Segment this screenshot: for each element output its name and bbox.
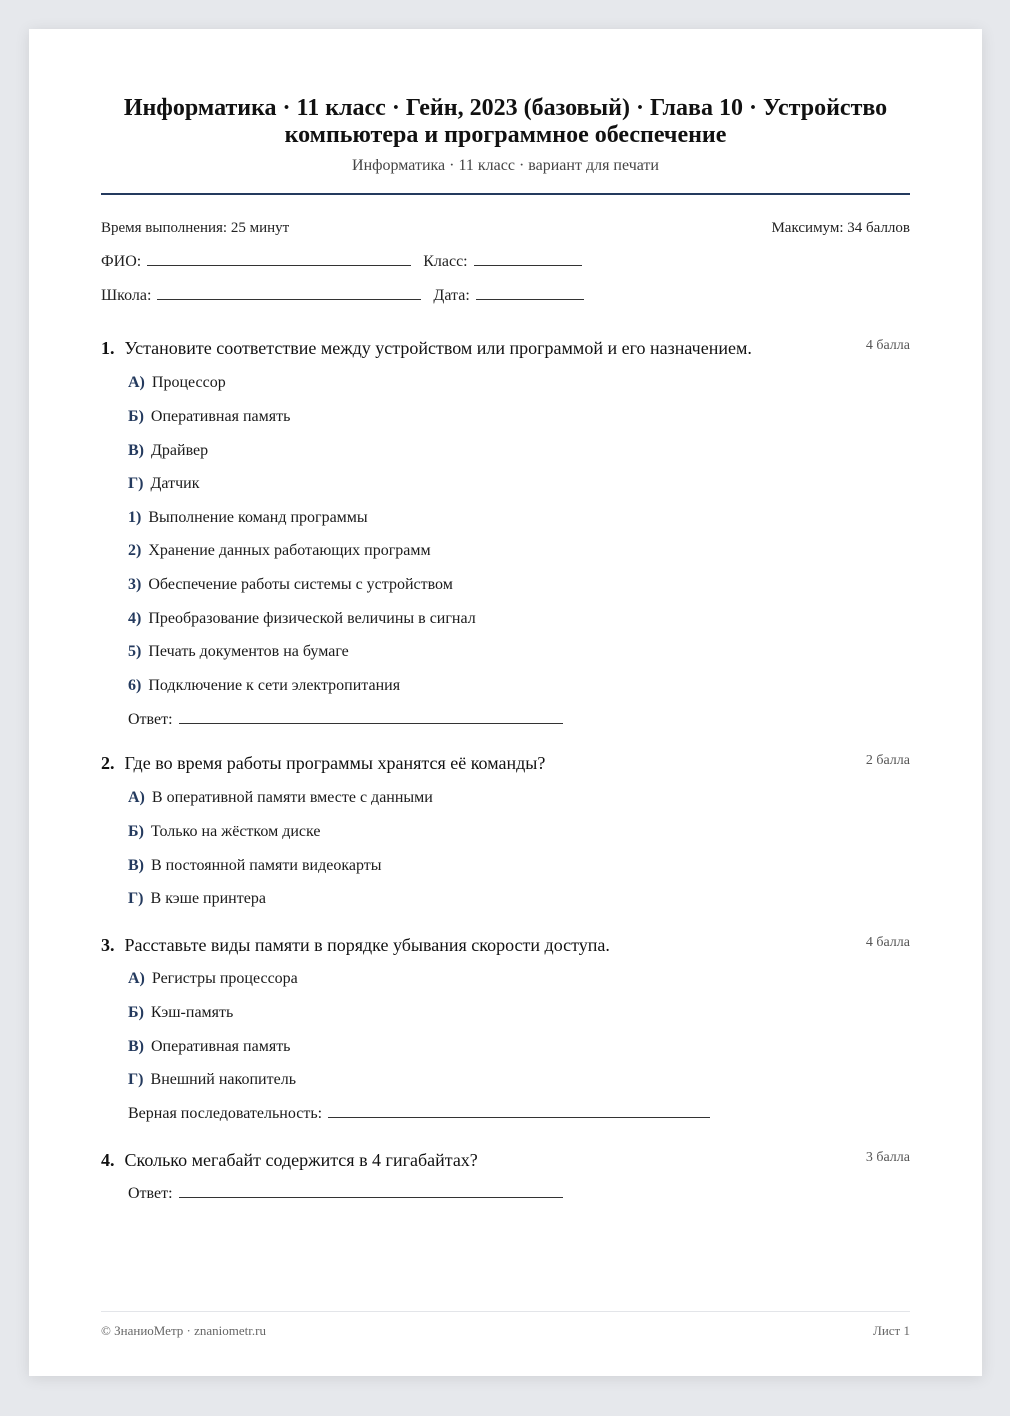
option-text: Оперативная память xyxy=(151,1038,291,1055)
answer-row xyxy=(128,711,575,729)
question-text: Где во время работы программы хранятся её команды? xyxy=(124,753,546,773)
option-label: Г) xyxy=(128,890,144,907)
option-label: 3) xyxy=(128,576,142,593)
option-text: В кэше принтера xyxy=(150,890,266,907)
option-text: Датчик xyxy=(150,475,200,492)
option-6 xyxy=(128,677,400,695)
question-points: 3 балла xyxy=(865,1150,910,1165)
option-label: 1) xyxy=(128,509,142,526)
option-g xyxy=(128,475,200,493)
worksheet-page xyxy=(29,29,982,1376)
option-label: В) xyxy=(128,1038,144,1055)
question-4 xyxy=(101,1149,910,1202)
option-text: Обеспечение работы системы с устройством xyxy=(148,576,453,593)
option-text: В оперативной памяти вместе с данными xyxy=(151,789,433,806)
footer-divider xyxy=(101,1311,910,1312)
header-divider xyxy=(101,193,910,195)
answer-row xyxy=(128,1185,575,1203)
option-text: Драйвер xyxy=(151,442,209,459)
option-2 xyxy=(128,542,431,560)
answer-line[interactable] xyxy=(179,722,563,724)
page-title: Информатика · 11 класс · Гейн, 2023 (базовый) · Глава 10 · Устройство компьютера и программное обеспечение xyxy=(123,95,888,148)
question-points: 2 балла xyxy=(865,753,910,768)
sequence-answer-row xyxy=(128,1105,722,1123)
school-line[interactable] xyxy=(157,298,421,300)
fio-line[interactable] xyxy=(147,264,411,266)
option-label: Б) xyxy=(128,1004,144,1021)
option-label: Г) xyxy=(128,1071,144,1088)
option-text: Кэш-память xyxy=(150,1004,234,1021)
question-text: Сколько мегабайт содержится в 4 гигабайтах? xyxy=(124,1150,478,1170)
option-text: Только на жёстком диске xyxy=(150,823,321,840)
question-number: 3. xyxy=(101,935,115,955)
option-label: В) xyxy=(128,442,144,459)
option-label: 6) xyxy=(128,677,142,694)
max-score: Максимум: 34 баллов xyxy=(771,220,910,236)
option-a xyxy=(128,374,226,392)
option-label: А) xyxy=(128,789,145,806)
date-line[interactable] xyxy=(476,298,584,300)
question-4-header xyxy=(101,1149,910,1171)
question-number: 4. xyxy=(101,1150,115,1170)
option-b xyxy=(128,408,290,426)
answer-line[interactable] xyxy=(179,1196,563,1198)
question-3-header xyxy=(101,934,910,956)
fields-row-2 xyxy=(101,287,596,305)
school-label: Школа: xyxy=(101,287,152,304)
date-label: Дата: xyxy=(433,287,470,304)
time-limit: Время выполнения: 25 минут xyxy=(101,220,290,236)
option-a xyxy=(128,970,298,988)
answer-line[interactable] xyxy=(328,1116,710,1118)
option-a xyxy=(128,789,433,807)
option-label: 4) xyxy=(128,610,142,627)
footer-page-number: Лист 1 xyxy=(873,1323,910,1338)
option-text: В постоянной памяти видеокарты xyxy=(151,857,382,874)
question-number: 1. xyxy=(101,338,115,358)
question-2-header xyxy=(101,752,910,774)
option-label: А) xyxy=(128,374,145,391)
option-text: Подключение к сети электропитания xyxy=(148,677,401,694)
question-3 xyxy=(101,934,910,1122)
option-g xyxy=(128,1071,296,1089)
option-g xyxy=(128,890,266,908)
option-text: Оперативная память xyxy=(150,408,291,425)
fio-label: ФИО: xyxy=(101,253,142,270)
option-v xyxy=(128,857,381,875)
option-label: Г) xyxy=(128,475,144,492)
option-label: А) xyxy=(128,970,145,987)
option-3 xyxy=(128,576,453,594)
question-2 xyxy=(101,752,910,907)
option-text: Выполнение команд программы xyxy=(148,509,368,526)
class-line[interactable] xyxy=(474,264,582,266)
fields-row-1 xyxy=(101,253,594,271)
page-subtitle: Информатика · 11 класс · вариант для печати xyxy=(352,157,659,174)
option-label: Б) xyxy=(128,823,144,840)
option-text: Регистры процессора xyxy=(151,970,298,987)
option-text: Печать документов на бумаге xyxy=(148,643,349,660)
option-label: 5) xyxy=(128,643,142,660)
option-v xyxy=(128,442,208,460)
question-text: Установите соответствие между устройством или программой и его назначением. xyxy=(124,338,752,358)
question-text: Расставьте виды памяти в порядке убывания скорости доступа. xyxy=(124,935,610,955)
option-v xyxy=(128,1038,290,1056)
question-number: 2. xyxy=(101,753,115,773)
footer-copyright: © ЗнаниоМетр · znaniometr.ru xyxy=(101,1323,266,1338)
option-b xyxy=(128,823,320,841)
answer-label: Верная последовательность: xyxy=(128,1105,323,1122)
class-label: Класс: xyxy=(423,253,468,270)
question-points: 4 балла xyxy=(865,338,910,353)
option-1 xyxy=(128,509,368,527)
question-1 xyxy=(101,337,910,728)
option-text: Внешний накопитель xyxy=(150,1071,296,1088)
option-4 xyxy=(128,610,476,628)
answer-label: Ответ: xyxy=(128,1185,173,1202)
option-label: В) xyxy=(128,857,144,874)
option-text: Процессор xyxy=(151,374,226,391)
option-b xyxy=(128,1004,233,1022)
question-points: 4 балла xyxy=(865,935,910,950)
option-5 xyxy=(128,643,349,661)
option-label: 2) xyxy=(128,542,142,559)
option-text: Хранение данных работающих программ xyxy=(148,542,431,559)
option-text: Преобразование физической величины в сигнал xyxy=(148,610,476,627)
answer-label: Ответ: xyxy=(128,711,173,728)
option-label: Б) xyxy=(128,408,144,425)
question-1-header xyxy=(101,337,910,359)
